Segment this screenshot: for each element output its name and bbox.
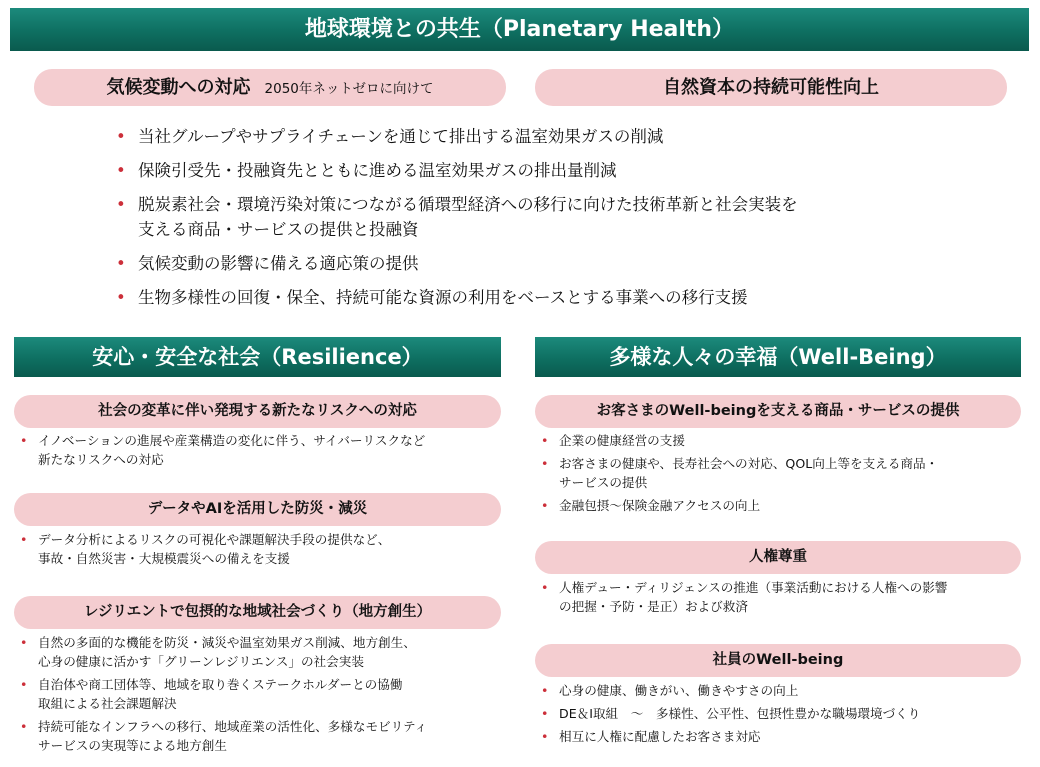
climate-change-pill	[34, 69, 506, 106]
employee-wellbeing-list	[535, 681, 1021, 750]
regional-community-pill: レジリエントで包摂的な地域社会づくり（地方創生）	[14, 596, 501, 629]
customer-wellbeing-pill: お客さまのWell-beingを支える商品・サービスの提供	[535, 395, 1021, 428]
list-item: • 保険引受先・投融資先とともに進める温室効果ガスの排出量削減	[114, 158, 994, 183]
climate-change-title: 気候変動への対応	[106, 77, 251, 98]
list-item: • 脱炭素社会・環境汚染対策につながる循環型経済への移行に向けた技術革新と社会実装を 支える商品・サービスの提供と投融資	[114, 192, 994, 242]
new-risks-list	[14, 431, 501, 473]
natural-capital-title: 自然資本の持続可能性向上	[663, 77, 879, 98]
list-item: • データ分析によるリスクの可視化や課題解決手段の提供など、 事故・自然災害・大規模震災への備えを支援	[14, 530, 501, 568]
list-item: • 心身の健康、働きがい、働きやすさの向上	[535, 681, 1021, 700]
list-item: • 気候変動の影響に備える適応策の提供	[114, 251, 994, 276]
disaster-prevention-pill: データやAIを活用した防災・減災	[14, 493, 501, 526]
climate-change-subtitle: 2050年ネットゼロに向けて	[264, 81, 434, 97]
natural-capital-pill	[535, 69, 1007, 106]
list-item: • 人権デュー・ディリジェンスの推進（事業活動における人権への影響 の把握・予防・是正）および救済	[535, 578, 1021, 616]
list-item: • 自然の多面的な機能を防災・減災や温室効果ガス削減、地方創生、 心身の健康に活かす「グリーンレジリエンス」の社会実装	[14, 633, 501, 671]
list-item: • 生物多様性の回復・保全、持続可能な資源の利用をベースとする事業への移行支援	[114, 285, 994, 310]
list-item: • 当社グループやサプライチェーンを通じて排出する温室効果ガスの削減	[114, 124, 994, 149]
list-item: • お客さまの健康や、長寿社会への対応、QOL向上等を支える商品・ サービスの提供	[535, 454, 1021, 492]
list-item: • 企業の健康経営の支援	[535, 431, 1021, 450]
regional-community-list	[14, 633, 501, 759]
list-item: • DE＆I取組 ～ 多様性、公平性、包摂性豊かな職場環境づくり	[535, 704, 1021, 723]
human-rights-list	[535, 578, 1021, 620]
human-rights-pill: 人権尊重	[535, 541, 1021, 574]
resilience-header: 安心・安全な社会（Resilience）	[14, 337, 501, 377]
list-item: • イノベーションの進展や産業構造の変化に伴う、サイバーリスクなど 新たなリスクへの対応	[14, 431, 501, 469]
planetary-bullet-list	[114, 124, 994, 319]
disaster-prevention-list	[14, 530, 501, 572]
list-item: • 自治体や商工団体等、地域を取り巻くステークホルダーとの協働 取組による社会課題解決	[14, 675, 501, 713]
planetary-health-header: 地球環境との共生（Planetary Health）	[10, 8, 1029, 51]
new-risks-pill: 社会の変革に伴い発現する新たなリスクへの対応	[14, 395, 501, 428]
list-item: • 持続可能なインフラへの移行、地域産業の活性化、多様なモビリティ サービスの実現等による地方創生	[14, 717, 501, 755]
employee-wellbeing-pill: 社員のWell-being	[535, 644, 1021, 677]
list-item: • 金融包摂～保険金融アクセスの向上	[535, 496, 1021, 515]
list-item: • 相互に人権に配慮したお客さま対応	[535, 727, 1021, 746]
customer-wellbeing-list	[535, 431, 1021, 519]
wellbeing-header: 多様な人々の幸福（Well-Being）	[535, 337, 1021, 377]
